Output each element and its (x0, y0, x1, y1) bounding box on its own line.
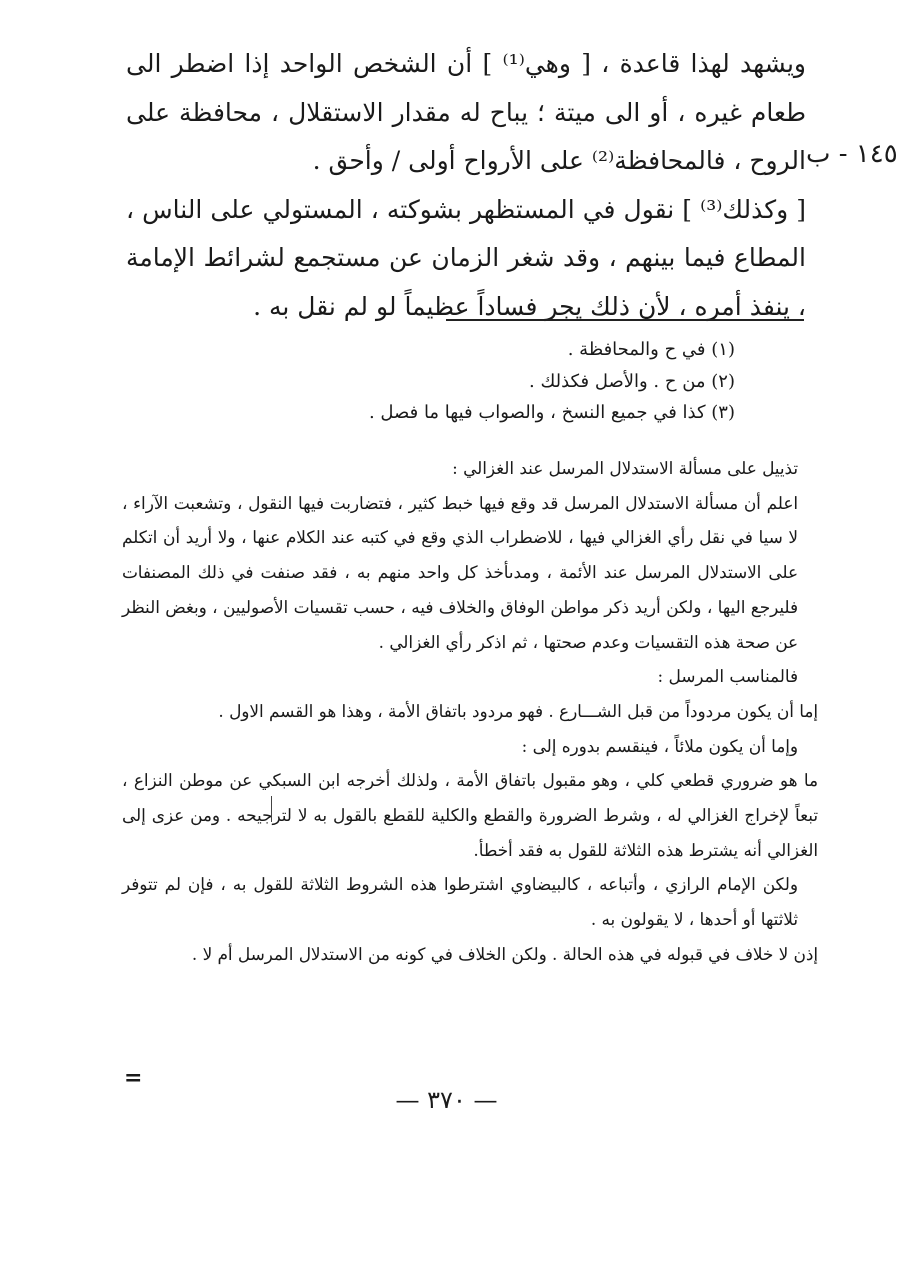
appendix-section (122, 451, 818, 972)
main-paragraph-1: ويشهد لهذا قاعدة ، [ وهي⁽¹⁾ ] أن الشخص الواحد إذا اضطر الى طعام غيره ، أو الى ميتة ؛ يباح له مقدار الاستقلال ، محافظة على الروح ، فالمحافظة⁽²⁾ على الأرواح أولى / وأحق . (126, 49, 807, 175)
continuation-mark: = (124, 1065, 143, 1091)
main-paragraph-2: [ وكذلك⁽³⁾ ] نقول في المستظهر بشوكته ، المستولي على الناس ، المطاع فيما بينهم ، وقد شغر الزمان عن مستجمع لشرائط الإمامة ، ينفذ أمره ، لأن ذلك يجر فساداً عظيماً لو لم نقل به . (126, 194, 807, 321)
footnote-divider (446, 319, 804, 321)
footnote-3: (٣) كذا في جميع النسخ ، والصواب فيها ما فصل . (368, 402, 735, 423)
margin-tick-mark (271, 796, 272, 822)
footnote-2: (٢) من ح . والأصل فكذلك . (529, 370, 735, 392)
appendix-paragraph-7: إذن لا خلاف في قبوله في هذه الحالة . ولكن الخلاف في كونه من الاستدلال المرسل أم لا . (191, 943, 818, 964)
appendix-paragraph-1: اعلم أن مسألة الاستدلال المرسل قد وقع فيها خبط كثير ، فتضاربت فيها النقول ، وتشعبت الآراء ، لا سيا في نقل رأي الغزالي فيها ، للاضطراب الذي وقع في كتبه عند الكلام عنها ، ولا أريد أن اتكلم على الاستدلال المرسل عند الأئمة ، ومدىأخذ كل واحد منهم به ، فقد صنفت في ذلك المصنفات فليرجع اليها ، ولكن أريد ذكر مواطن الوفاق والخلاف فيه ، حسب تقسيات الأصوليين ، وبغض النظر عن صحة هذه التقسيات وعدم صحتها ، ثم اذكر رأي الغزالي . (122, 492, 798, 652)
appendix-heading: تذييل على مسألة الاستدلال المرسل عند الغزالي : (452, 458, 798, 478)
appendix-paragraph-3: إما أن يكون مردوداً من قبل الشـــارع . فهو مردود باتفاق الأمة ، وهذا هو القسم الاول . (218, 700, 818, 721)
main-text-block (126, 40, 806, 331)
footnotes (330, 334, 735, 429)
footnote-1: (١) في ح والمحافظة . (567, 339, 735, 360)
page-number: — ٣٧٠ — (395, 1086, 498, 1114)
appendix-paragraph-4: وإما أن يكون ملائاً ، فينقسم بدوره إلى : (521, 735, 798, 756)
appendix-paragraph-5: ما هو ضروري قطعي كلي ، وهو مقبول باتفاق الأمة ، ولذلك أخرجه ابن السبكي عن موطن النزاع ، تبعاً لإخراج الغزالي له ، وشرط الضرورة والقطع والكلية للقطع بالقول به لا لترجيحه . ومن عزى إلى الغزالي أنه يشترط هذه الثلاثة للقول به فقد أخطأ. (122, 770, 818, 860)
appendix-paragraph-6: ولكن الإمام الرازي ، وأتباعه ، كالبيضاوي اشترطوا هذه الشروط الثلاثة للقول به ، فإن لم تتوفر ثلاثتها أو أحدها ، لا يقولون به . (122, 874, 798, 930)
margin-folio-note: ١٤٥ - ب (806, 139, 898, 169)
appendix-paragraph-2: فالمناسب المرسل : (657, 666, 798, 687)
